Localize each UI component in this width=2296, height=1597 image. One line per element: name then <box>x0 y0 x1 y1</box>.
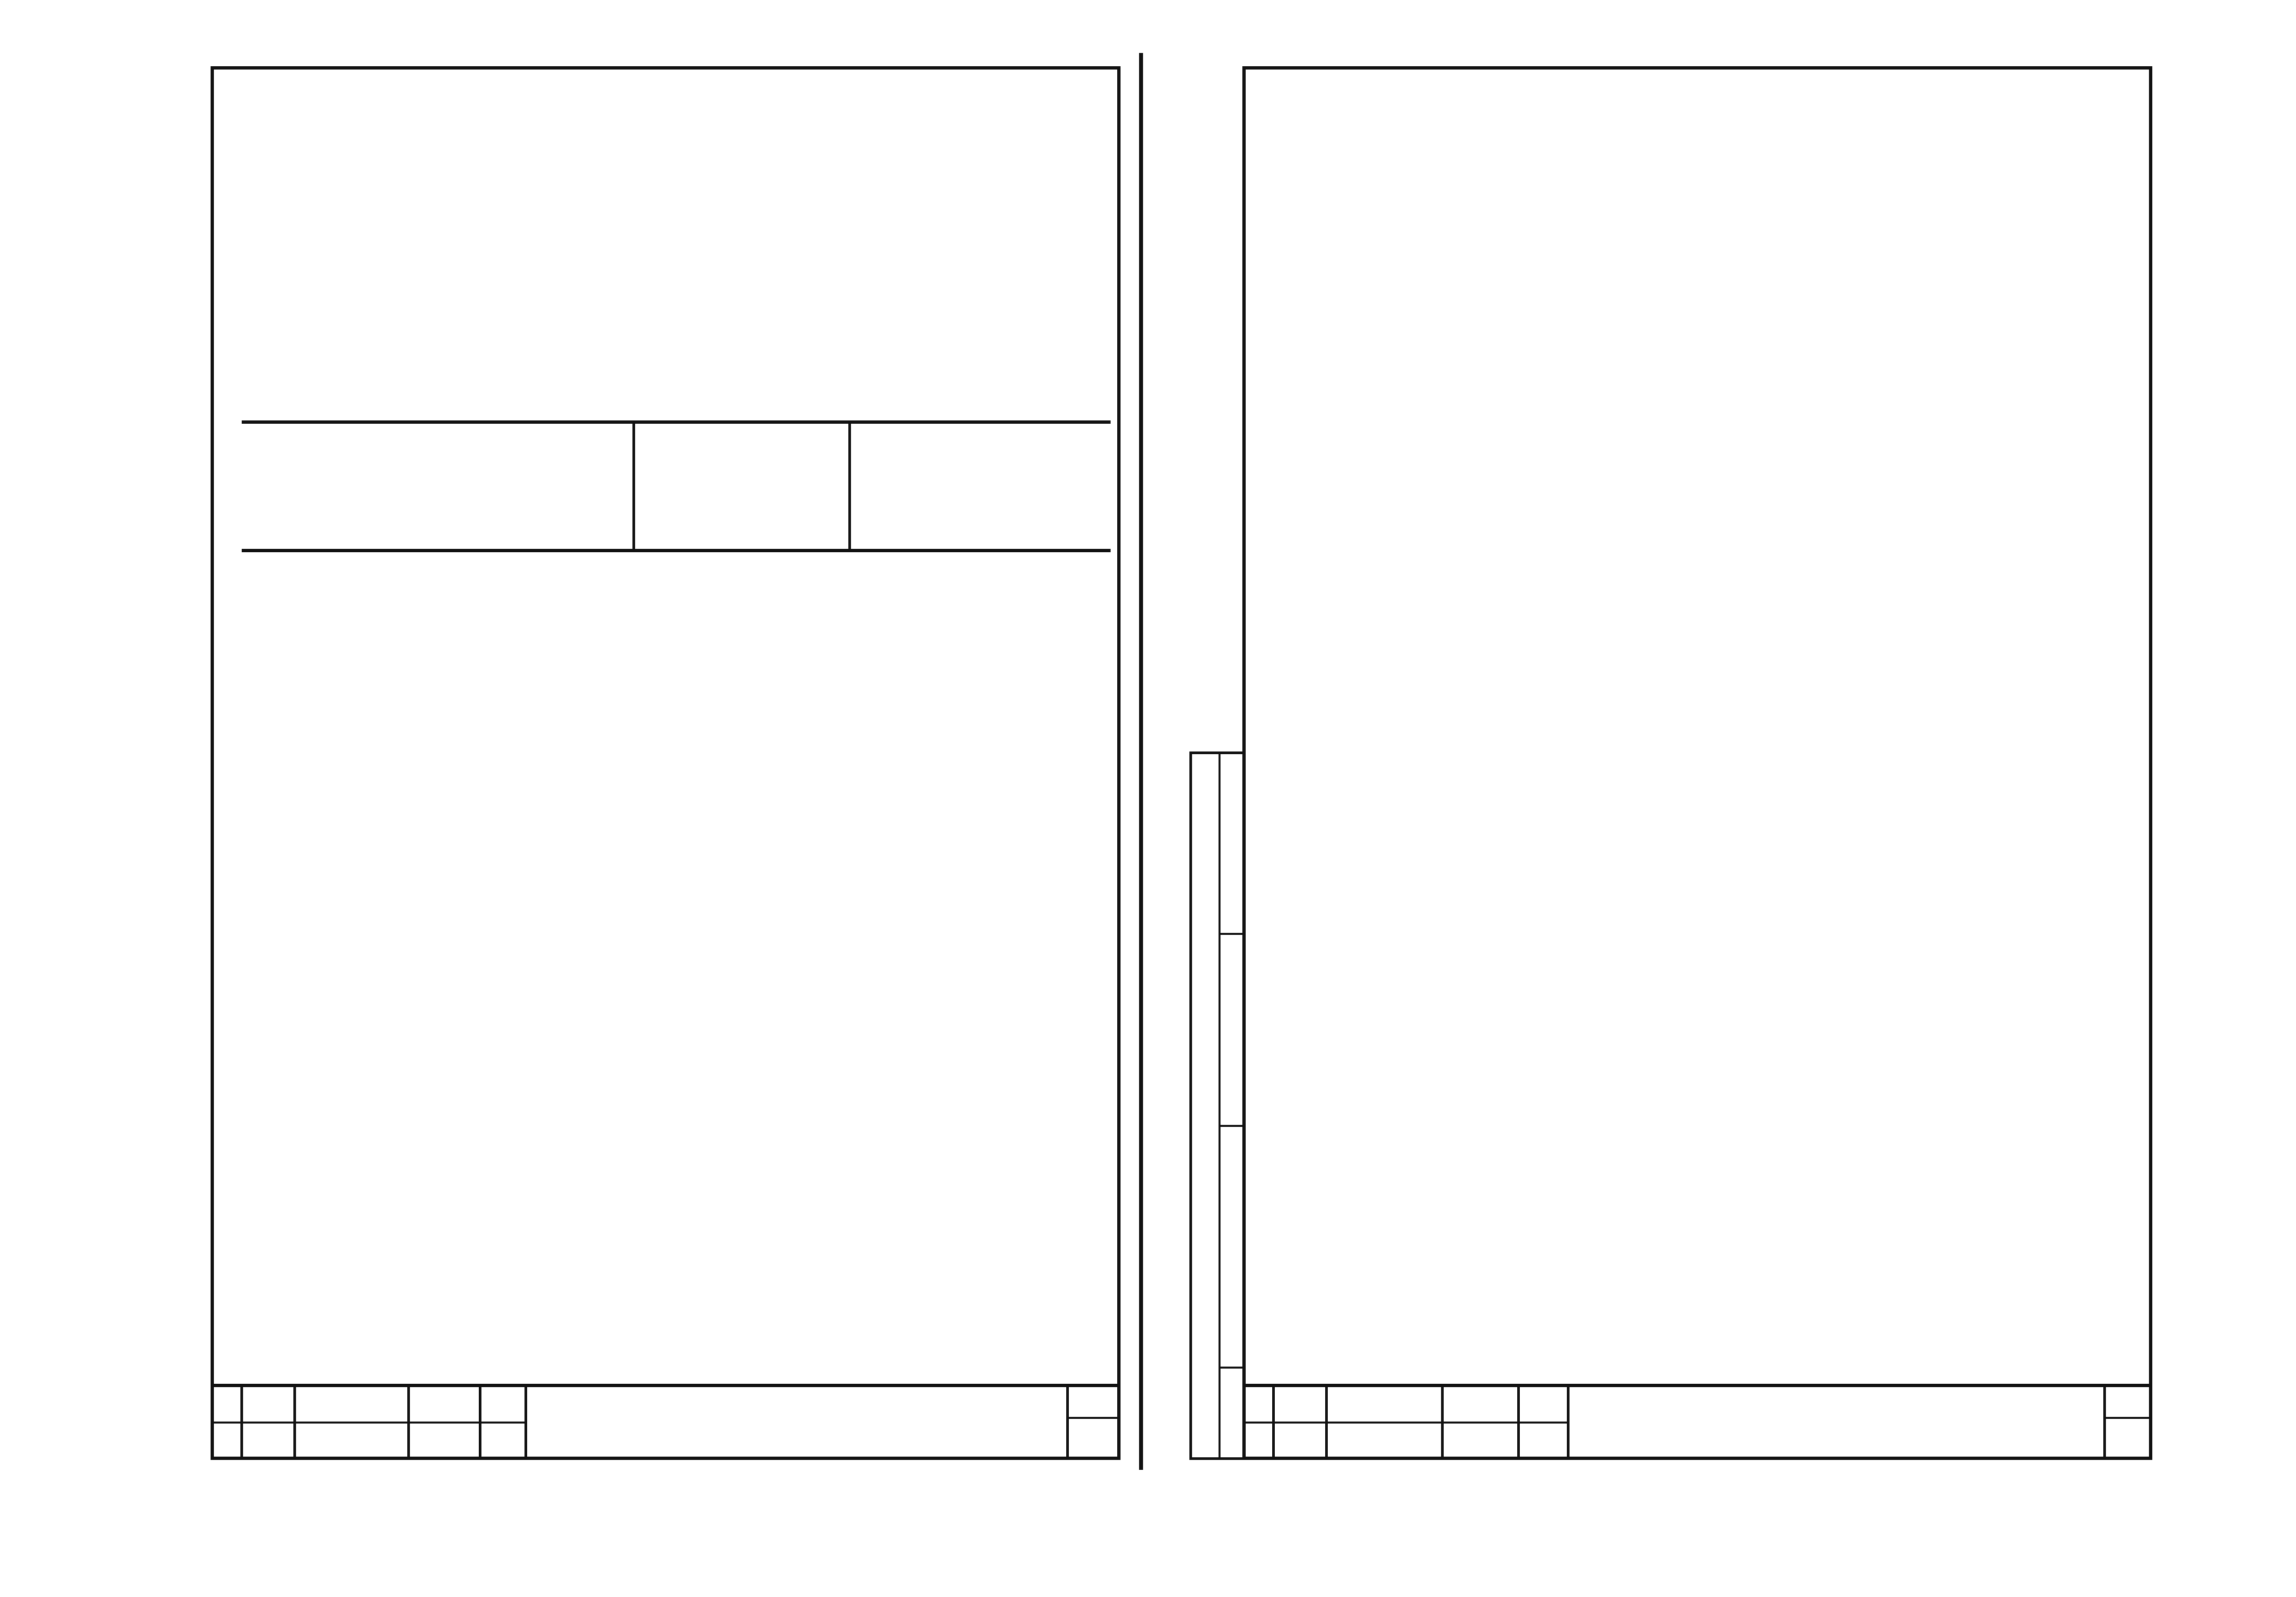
side-stamp <box>1189 751 1242 1460</box>
right-page <box>1242 66 2152 1460</box>
table-header-row <box>242 422 1111 551</box>
header-pr <box>634 422 849 551</box>
binding-spine <box>1139 53 1143 1470</box>
header-ppr <box>850 422 1111 551</box>
header-vessel-type <box>242 422 634 551</box>
title-block <box>1242 1384 2152 1460</box>
title-block <box>211 1384 1121 1460</box>
pressure-table <box>242 420 1111 552</box>
left-page <box>211 66 1121 1460</box>
